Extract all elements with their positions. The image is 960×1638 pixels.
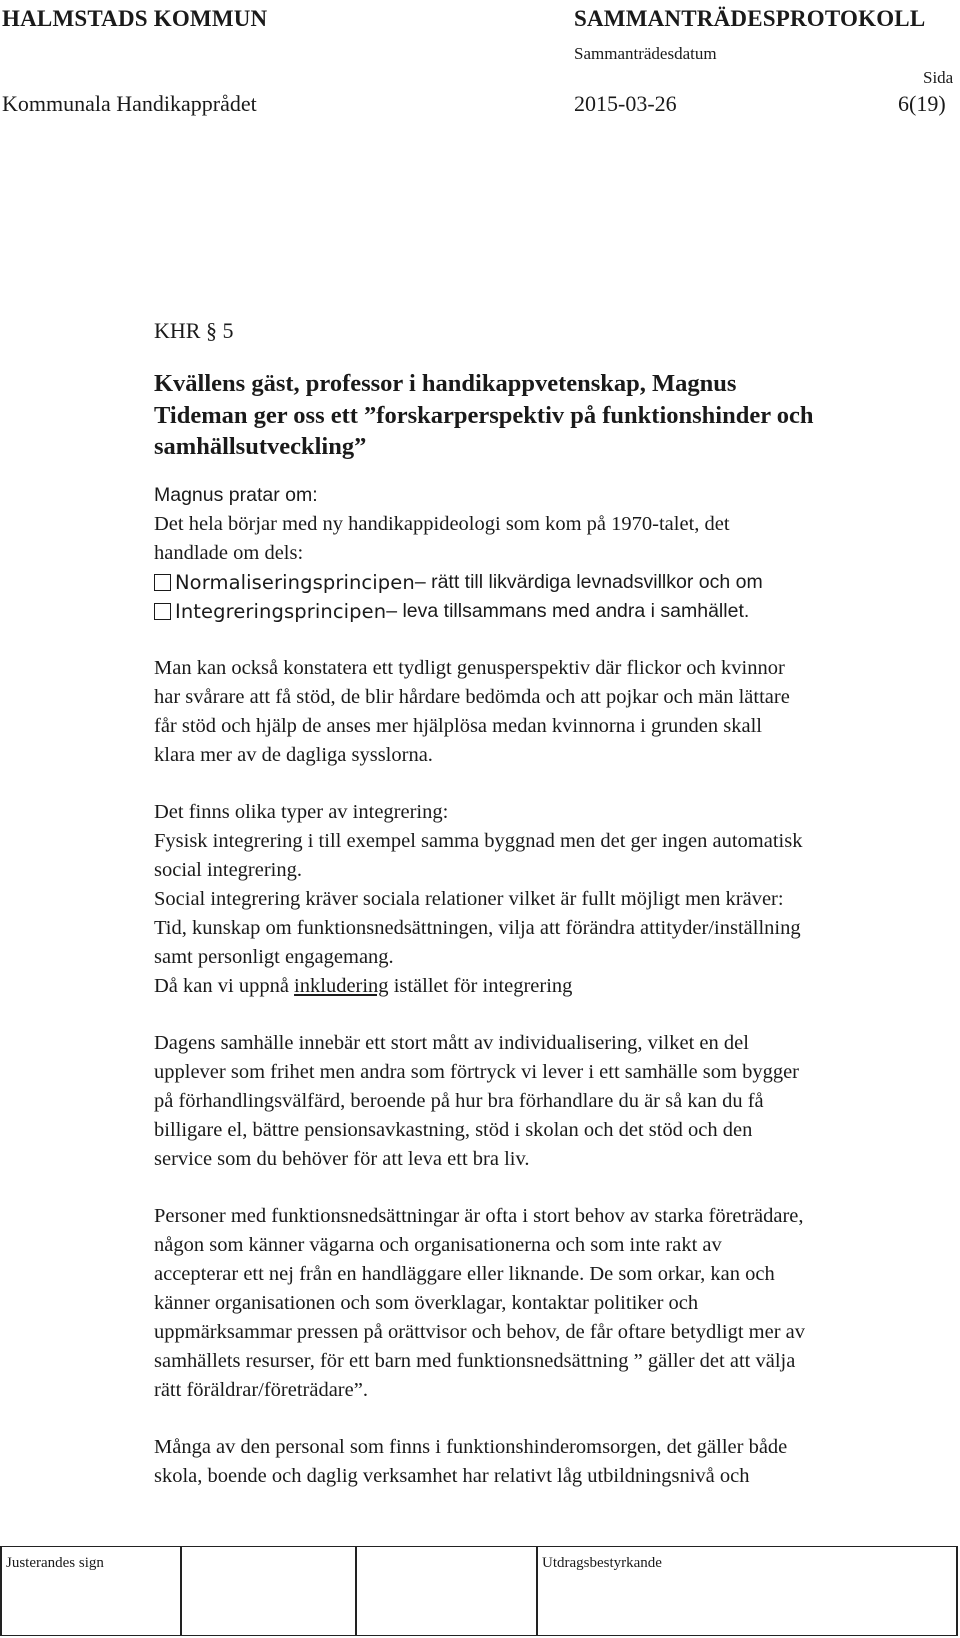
paragraph-line: accepterar ett nej från en handläggare eller liknande. De som orkar, kan och (154, 1262, 775, 1285)
principle-text: – rätt till likvärdiga levnadsvillkor och om (414, 570, 763, 593)
protocol-content (154, 318, 954, 1491)
paragraph-line: Social integrering kräver sociala relationer vilket är fullt möjligt men kräver: (154, 887, 784, 910)
paragraph-line: skola, boende och daglig verksamhet har relativt låg utbildningsnivå och (154, 1464, 750, 1487)
intro-line: handlade om dels: (154, 541, 304, 564)
certification-label: Utdragsbestyrkande (542, 1555, 662, 1571)
section-title (154, 368, 954, 463)
paragraph-line: Man kan också konstatera ett tydligt genusperspektiv där flickor och kvinnor (154, 656, 785, 679)
paragraph-individualisation (154, 1029, 954, 1174)
intro-paragraph (154, 481, 954, 626)
paragraph-line: social integrering. (154, 858, 303, 881)
paragraph-line: någon som känner vägarna och organisationerna och som inte rakt av (154, 1233, 722, 1256)
paragraph-line: klara mer av de dagliga sysslorna. (154, 743, 433, 766)
paragraph-line: rätt föräldrar/företrädare”. (154, 1378, 368, 1401)
paragraph-integration-types (154, 798, 954, 1001)
title-line: Tideman ger oss ett ”forskarperspektiv på funktionshinder och (154, 401, 814, 429)
principle-item (154, 597, 954, 626)
intro-line: Magnus pratar om: (154, 483, 318, 506)
paragraph-line: Personer med funktionsnedsättningar är ofta i stort behov av starka företrädare, (154, 1204, 804, 1227)
text-run: istället för integrering (388, 974, 573, 997)
text-run: Då kan vi uppnå (154, 974, 295, 997)
paragraph-line: på förhandlingsvälfärd, beroende på hur bra förhandlare du är så kan du få (154, 1089, 764, 1112)
sign-label: Justerandes sign (6, 1555, 104, 1571)
title-line: samhällsutveckling” (154, 433, 367, 460)
paragraph-line: Fysisk integrering i till exempel samma byggnad men det ger ingen automatisk (154, 829, 803, 852)
table-divider (180, 1547, 182, 1635)
paragraph-line: samhällets resurser, för ett barn med funktionsnedsättning ” gäller det att välja (154, 1349, 796, 1372)
table-divider (536, 1547, 538, 1635)
principle-item (154, 568, 954, 597)
page-number: 6(19) (898, 91, 946, 116)
committee-name: Kommunala Handikapprådet (2, 91, 257, 116)
paragraph-line: Dagens samhälle innebär ett stort mått av individualisering, vilket en del (154, 1031, 749, 1054)
page-label: Sida (923, 68, 954, 87)
paragraph-line: uppmärksammar pressen på orättvisor och behov, de får oftare betydligt mer av (154, 1320, 806, 1343)
title-line: Kvällens gäst, professor i handikappvetenskap, Magnus (154, 370, 737, 397)
paragraph-staff-education (154, 1433, 954, 1491)
paragraph-line: får stöd och hjälp de anses mer hjälplösa medan kvinnorna i grunden skall (154, 714, 763, 737)
signature-table (0, 1546, 958, 1636)
section-number: KHR § 5 (154, 318, 234, 343)
paragraph-line: upplever som frihet men andra som förtryck vi lever i ett samhälle som bygger (154, 1060, 799, 1083)
paragraph-line: samt personligt engagemang. (154, 945, 394, 968)
paragraph-line: Tid, kunskap om funktionsnedsättningen, vilja att förändra attityder/inställning (154, 916, 801, 939)
date-label: Sammanträdesdatum (574, 44, 717, 63)
principle-text: – leva tillsammans med andra i samhället. (386, 599, 750, 622)
paragraph-line: Det finns olika typer av integrering: (154, 800, 449, 823)
table-divider (0, 1547, 2, 1635)
paragraph-representatives (154, 1202, 954, 1405)
checkbox-icon (154, 574, 171, 591)
paragraph-line: billigare el, bättre pensionsavkastning, stöd i skolan och det stöd och den (154, 1118, 753, 1141)
meeting-date: 2015-03-26 (574, 91, 677, 116)
document-type: SAMMANTRÄDESPROTOKOLL (574, 6, 926, 31)
underlined-term: inkludering (294, 974, 389, 997)
municipality-name: HALMSTADS KOMMUN (2, 6, 268, 31)
paragraph-line: service som du behöver för att leva ett bra liv. (154, 1147, 530, 1170)
paragraph-gender-perspective (154, 654, 954, 770)
checkbox-icon (154, 603, 171, 620)
principle-term: Integreringsprincipen (175, 599, 387, 623)
principle-term: Normaliseringsprincipen (175, 570, 415, 594)
paragraph-line (154, 972, 954, 1001)
table-divider (355, 1547, 357, 1635)
paragraph-line: känner organisationen och som överklagar, kontaktar politiker och (154, 1291, 699, 1314)
paragraph-line: har svårare att få stöd, de blir hårdare bedömda och att pojkar och män lättare (154, 685, 790, 708)
paragraph-line: Många av den personal som finns i funktionshinderomsorgen, det gäller både (154, 1435, 788, 1458)
table-divider (956, 1547, 958, 1635)
intro-line: Det hela börjar med ny handikappideologi som kom på 1970-talet, det (154, 512, 730, 535)
